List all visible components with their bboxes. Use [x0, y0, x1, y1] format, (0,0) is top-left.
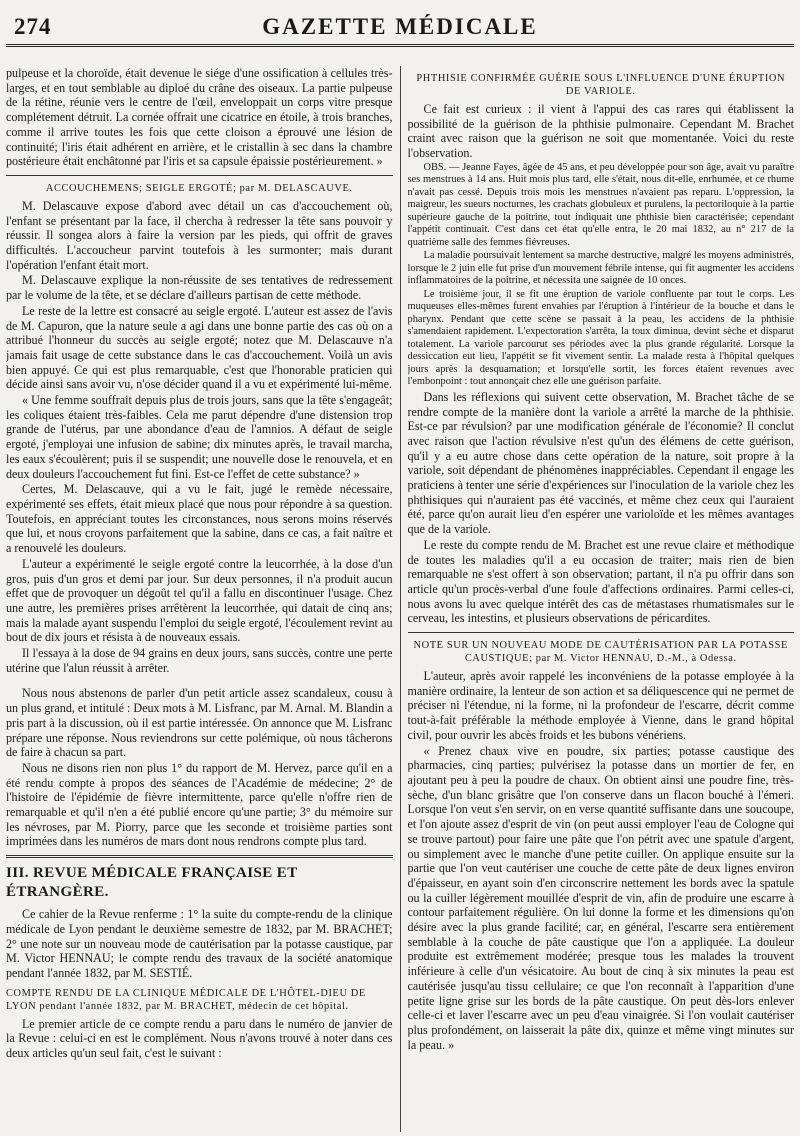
paragraph: Certes, M. Delascauve, qui a vu le fait, jugé le remède nécessaire, expérimenté ses effets, était mieux placé que nous pour répondre à sa question. Toutefois, en appréciant toutes les circonstances, nous serons moins réservés que lui, et nous croyons parfaitement que la sabine, dans ce cas, a fait naître et a renouvelé les douleurs. [6, 482, 393, 556]
paragraph: pulpeuse et la choroïde, était devenue le siége d'une ossification à cellules très-larges, et en tout semblable au diploé du crâne des oiseaux. La partie pulpeuse de la rétine, réunie vers le centre de l'œil, enveloppait un corps vitre presque complétement détruit. La cornée offrait une cicatrice en étoile, à trois branches, comme il arrive toutes les fois que cette cloison a éprouvé une lésion de continuité; l'iris était adhérent en arrière, et le cristallin à sec dans la chambre postérieure était enchâtonné par l'iris et sa capsule épaissie postérieurement. » [6, 66, 393, 169]
left-column [6, 66, 393, 1132]
section-title: NOTE SUR UN NOUVEAU MODE DE CAUTÉRISATION PAR LA POTASSE CAUSTIQUE; par M. Victor HENNAU, D.-M., à Odessa. [413, 640, 788, 665]
paragraph: Le reste du compte rendu de M. Brachet est une revue claire et méthodique de toutes les maladies qu'il a eu occasion de traiter; mais rien de bien remarquable ne s'est offert à son observation; partant, il n'a pu offrir dans son article qu'un procès-verbal d'une foule d'affections ordinaires. Parmi celles-ci, nous avons lu avec quelque intérêt des cas de métastases rhumatismales sur le cerveau, les intestins, et plusieurs observations de péricardites. [407, 537, 794, 626]
page-header [6, 0, 794, 47]
paragraph: M. Delascauve explique la non-réussite de ses tentatives de redressement par le volume de la tête, et se déclare d'ailleurs partisan de cette méthode. [6, 273, 393, 303]
paragraph: M. Delascauve expose d'abord avec détail un cas d'accouchement où, l'enfant se présentant par la face, il chercha à redresser la tête sans pouvoir y réussir. Il songea alors à faire la version par les pieds, qui offrit de graves difficultés. L'accoucheur parvint toutefois à les surmonter; mais durant l'opération l'enfant était mort. [6, 198, 393, 272]
section-title: COMPTE RENDU DE LA CLINIQUE MÉDICALE DE L'HÔTEL-DIEU DE LYON pendant l'année 1832, par M. BRACHET, médecin de cet hôpital. [6, 987, 366, 1012]
text-columns [6, 66, 794, 1132]
paragraph: L'auteur, après avoir rappelé les inconvéniens de la potasse employée à la manière ordinaire, la lenteur de son action et sa déliquescence qui ne permet de préciser ni l'étendue, ni la forme, ni la profondeur de l'escarre, décrit comme tout-à-fait préférable la méthode employée à Vienne, dans le grand hôpital civil, pour ouvrir les abcès froids et les bubons vénériens. [407, 669, 794, 742]
journal-title: GAZETTE MÉDICALE [262, 14, 538, 39]
paragraph: Il l'essaya à la dose de 94 grains en deux jours, sans succès, contre une perte utérine que l'alun réussit à arrêter. [6, 646, 393, 675]
column-divider [400, 66, 401, 1132]
paragraph: Ce fait est curieux : il vient à l'appui des cas rares qui établissent la possibilité de la guérison de la phthisie pulmonaire. Cependant M. Brachet craint avec raison que la guérison ne soit que momentanée. Voici du reste l'observation. [407, 102, 794, 161]
section-heading: III. REVUE MÉDICALE FRANÇAISE ET ÉTRANGÈRE. [6, 865, 298, 901]
paragraph: Ce cahier de la Revue renferme : 1° la suite du compte-rendu de la clinique médicale de Lyon pendant le deuxième semestre de 1832, par M. BRACHET; 2° une note sur un nouveau mode de cautérisation par la potasse caustique, par M. Victor HENNAU; le compte rendu des travaux de la société anatomique pendant l'année 1832, par M. SESTIÉ. [6, 907, 393, 980]
spacer [6, 676, 393, 686]
section-divider [6, 855, 393, 858]
page-number: 274 [14, 14, 52, 39]
section-title: PHTHISIE CONFIRMÉE GUÉRIE SOUS L'INFLUENCE D'UNE ÉRUPTION DE VARIOLE. [416, 73, 786, 97]
paragraph: L'auteur a expérimenté le seigle ergoté contre la leucorrhée, à la dose d'un gros, puis d'un gros et demi par jour. Sur deux personnes, il n'a produit aucun effet que de provoquer un dégoût tel qu'il a fallu en discontinuer l'usage. Chez une autre, les premières prises arrêtèrent la leucorrhée, qui datait de cinq ans; mais la malade ayant suspendu l'emploi du seigle ergoté, l'écoulement revint au bout de dix jours et résista à de nouveaux essais. [6, 556, 393, 645]
right-column [408, 66, 795, 1132]
paragraph: Nous ne disons rien non plus 1° du rapport de M. Hervez, parce qu'il en a été rendu compte à propos des séances de l'Académie de médecine; 2° de l'histoire de l'épidémie de fièvre intermittente, parce qu'elle n'offre rien de remarquable et qu'il n'en a été publié encore qu'une partie; 3° du mémoire sur les névroses, par M. Piorry, parce que les seconde et troisième parties sont imprimées dans les numéros de mars dont nous rendrons compte plus tard. [6, 760, 393, 849]
paragraph: « Prenez chaux vive en poudre, six parties; potasse caustique des pharmacies, cinq parties; pulvérisez la potasse dans un mortier de fer, en ajoutant peu à peu la poudre de chaux. On obtient ainsi une poudre fine, très-sèche, d'un blanc grisâtre que l'on conserve dans un flacon bouché à l'émeri. Lorsque l'on veut s'en servir, on en verse quantité suffisante dans une soucoupe, et l'on ajoute assez d'esprit de vin (on peut aussi employer l'eau de Cologne qui se trouve partout) pour faire une pâte que l'on pétrit avec une spatule d'argent, ou simplement avec le manche d'une petite cuiller. On applique ensuite sur la partie que l'on veut cautériser une couche de cette pâte de deux lignes environ d'épaisseur, en ayant soin d'en circonscrire nettement les bords avec la spatule ou la cuiller légèrement mouillée d'esprit de vin, afin de produire une escarre à contour parfaitement régulière. On lui donne la forme et les dimensions qu'on désire avec la plus grande facilité; car, en général, l'escarre sera entièrement semblable à la couche de pâte caustique que l'on a appliquée. La douleur produite est extrêmement modérée; presque tous les malades la trouvent inférieure à celle d'un vésicatoire. Au bout de cinq à six minutes la peau est cautérisée jusqu'au tissu cellulaire; ce que l'on reconnaît à l'apparition d'une petite ligne grise sur les bords de la pâte caustique. On peut dès-lors enlever celle-ci et laver l'escarre avec un peu d'eau vinaigrée. Si l'on voulait cautériser plus profondément, on laisserait la pâte dix, quinze et même vingt minutes sur la peau. » [407, 743, 794, 1052]
section-divider [408, 632, 795, 633]
observation-paragraph: Le troisième jour, il se fit une éruption de variole confluente par tout le corps. Les muqueuses elles-mêmes furent envahies par l'éruption à l'intérieur de la bouche et dans le pharynx. Pendant que cette scène se passait à la peau, les accidens de la phthisie s'amendaient rapidement. L'expectoration s'arrêta, la toux diminua, devint sèche et disparut totalement. La variole parcourut ses périodes avec la plus grande régularité. Lorsque la dessiccation eut lieu, l'appétit se fit vivement sentir. La malade resta à l'hôpital quelques jours après la desquamation; et lorsqu'elle sortit, les forces étaient revenues avec l'embonpoint : tout annonçait chez elle une guérison parfaite. [407, 288, 794, 388]
paragraph: Dans les réflexions qui suivent cette observation, M. Brachet tâche de se rendre compte de la manière dont la variole a arrêté la marche de la phthisie. Est-ce par révulsion? par une modification générale de l'économie? Il conclut avec raison que l'action révulsive n'est qu'un des élémens de cette guérison, qu'il y a eu autre chose dans cette opération de la nature, soit propre à la variole, soit dépendant de phénomènes inappréciables. Cependant il engage les praticiens à tenter une série d'expériences sur l'inoculation de la variole chez les phthisiques qui n'auraient pas été vaccinés, et même chez ceux qui l'auraient été, parce qu'on aurait lieu d'en espérer une varioloïde et les mêmes avantages que de la variole. [407, 389, 794, 537]
section-title: ACCOUCHEMENS; SEIGLE ERGOTÉ; par M. DELASCAUVE. [45, 182, 353, 194]
paragraph: Le reste de la lettre est consacré au seigle ergoté. L'auteur est assez de l'avis de M. Capuron, que la nature seule a agi dans une bonne partie des cas où on a attribué l'honneur du succès au seigle ergoté; notez que M. Delascauve n'a jamais fait usage de cette substance dans le cas d'accouchement. Voilà un avis bien appuyé. Ce qui est plus remarquable, c'est que l'honorable praticien qui décide ainsi sans avoir vu, n'ose décider quand il a vu et expérimenté lui-même. [6, 303, 393, 392]
observation-paragraph: La maladie poursuivait lentement sa marche destructive, malgré les moyens administrés, lorsque le 2 juin elle fut prise d'un mouvement fébrile intense, qui fit augmenter les accidens inflammatoires de la poitrine, et nécessita une saignée de 10 onces. [407, 250, 794, 287]
paragraph: Le premier article de ce compte rendu a paru dans le numéro de janvier de la Revue : celui-ci en est le complément. Nous n'avons trouvé à noter dans ces deux articles qu'un seul fait, c'est le suivant : [6, 1016, 393, 1061]
section-divider [6, 175, 393, 176]
observation-paragraph: OBS. — Jeanne Fayes, âgée de 45 ans, et peu développée pour son âge, avait vu paraître ses menstrues à 14 ans. Huit mois plus tard, elle s'était, nous dit-elle, enrhumée, et ce rhume n'avait pas cessé. Depuis trois mois les menstrues n'avaient pas reparu. L'oppression, la maigreur, les sueurs nocturnes, les crachats globuleux et purulens, la pectoriloquie à la partie supérieure gauche de la poitrine, tout indiquait une phthisie bien caractérisée; cependant l'appétit continuait. C'est dans cet état qu'elle entra, le 20 mai 1832, au n° 217 de la quatrième salle des femmes fiévreuses. [407, 161, 794, 248]
paragraph: « Une femme souffrait depuis plus de trois jours, sans que la tête s'engageât; les coliques étaient très-faibles. Cela me parut dépendre d'une distension trop grande de l'utérus, par une abondance d'eau de l'amnios. A défaut de seigle ergoté, j'employai une infusion de sabine; dix minutes après, le travail marcha, les eaux s'écoulèrent; puis il se suspendit; une nouvelle dose le renouvela, et en deux douleurs l'accouchement fut fini. Est-ce l'effet de cette substance? » [6, 393, 393, 481]
paragraph: Nous nous abstenons de parler d'un petit article assez scandaleux, cousu à un plus grand, et intitulé : Deux mots à M. Lisfranc, par M. Arnal. M. Blandin a pris part à la discussion, où il est partie intéressée. On annonce que M. Lisfranc prépare une réponse. Nous reviendrons sur cette polémique, où nous tâcherons de faire à chacun sa part. [6, 686, 393, 760]
